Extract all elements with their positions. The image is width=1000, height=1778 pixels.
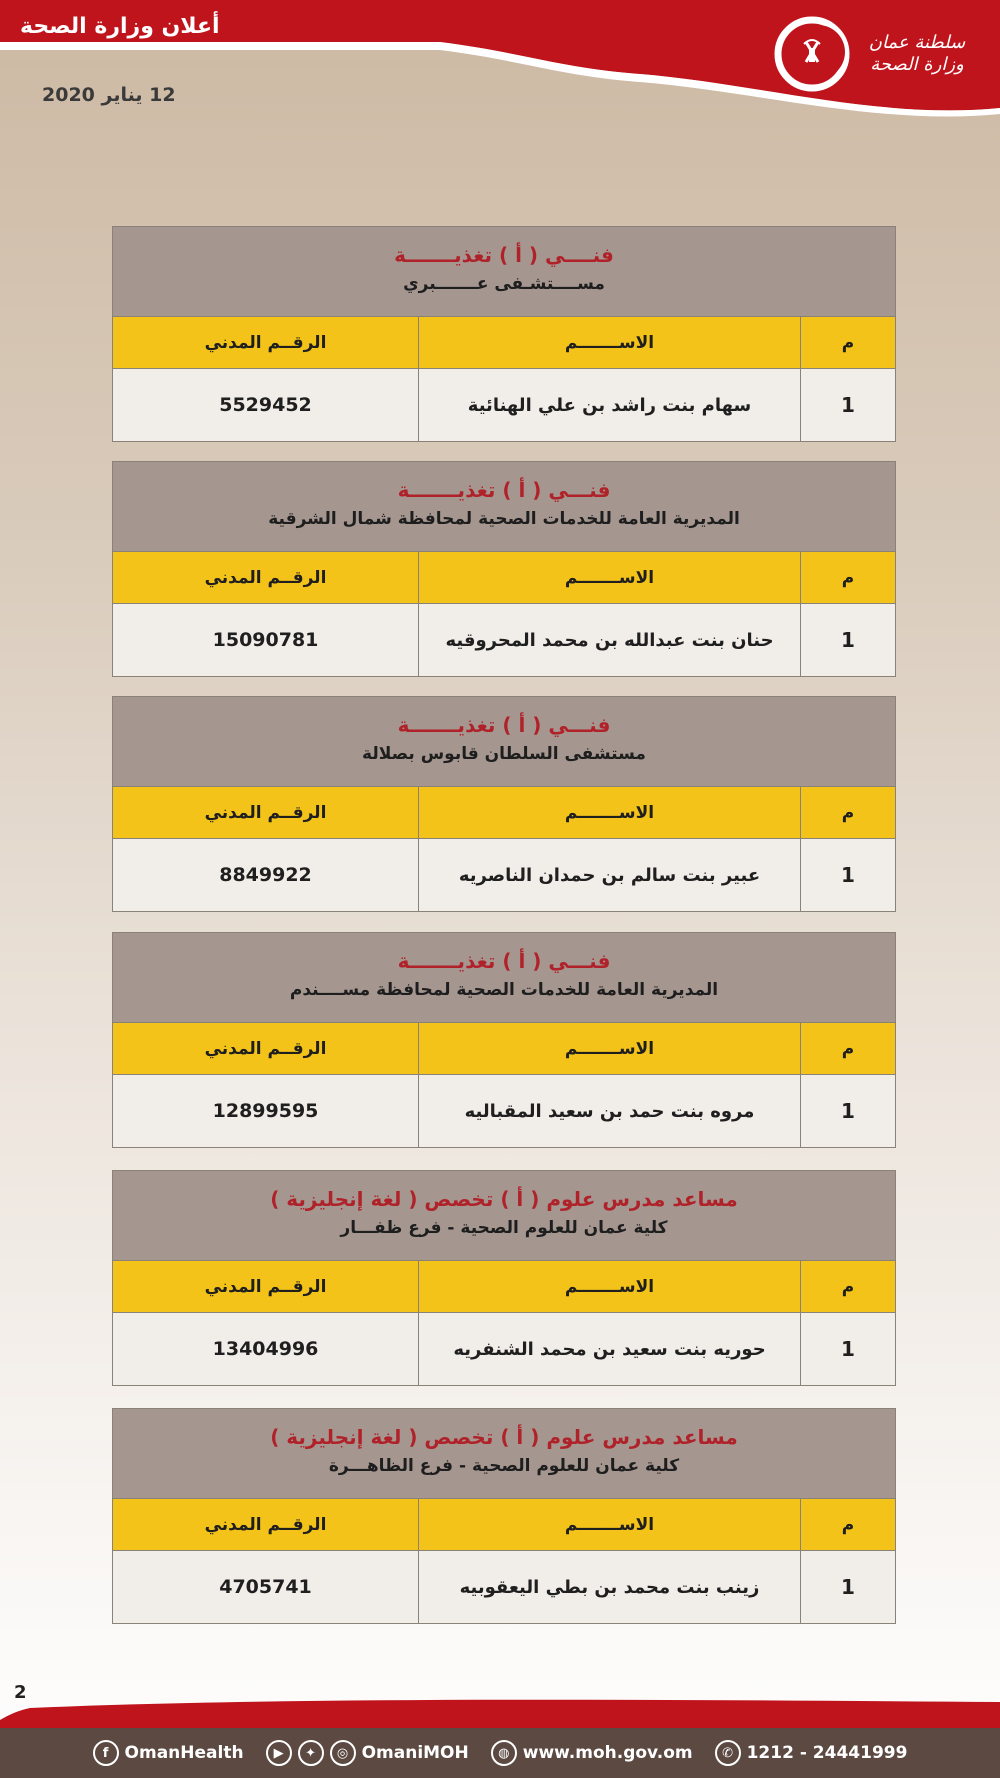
column-civil-id: الرقــم المدني — [113, 1499, 419, 1550]
row-index: 1 — [841, 1099, 855, 1123]
row-index: 1 — [841, 1575, 855, 1599]
job-title: فنــــي ( أ ) تغذيـــــــة — [394, 243, 614, 267]
logo-text-line2: وزارة الصحة — [870, 54, 964, 75]
phone-number: 1212 - 24441999 — [746, 1743, 908, 1763]
workplace: كلية عمان للعلوم الصحية - فرع ظفـــار — [340, 1218, 668, 1238]
facebook-link[interactable] — [93, 1740, 244, 1766]
logo-text-line1: سلطنة عمان — [868, 32, 966, 53]
vacancy-block — [112, 696, 896, 912]
block-header — [113, 1171, 895, 1261]
row-index: 1 — [841, 628, 855, 652]
column-header-row — [113, 552, 895, 604]
page-footer — [0, 1694, 1000, 1778]
table-row — [113, 1551, 895, 1623]
oman-emblem-icon — [772, 14, 852, 94]
row-civil-id: 15090781 — [113, 604, 419, 676]
row-index: 1 — [841, 393, 855, 417]
column-civil-id: الرقــم المدني — [113, 1261, 419, 1312]
column-name: الاســـــــم — [419, 1261, 801, 1312]
column-name: الاســـــــم — [419, 317, 801, 368]
ministry-logo — [772, 14, 982, 94]
table-row — [113, 839, 895, 911]
social-handle: OmaniMOH — [361, 1743, 469, 1763]
logo-text — [852, 32, 982, 76]
row-name: حنان بنت عبدالله بن محمد المحروقيه — [419, 604, 801, 676]
job-title: فنـــي ( أ ) تغذيـــــــة — [397, 478, 611, 502]
column-civil-id: الرقــم المدني — [113, 552, 419, 603]
phone-icon: ✆ — [715, 1740, 741, 1766]
column-name: الاســـــــم — [419, 787, 801, 838]
table-row — [113, 1313, 895, 1385]
workplace: المديرية العامة للخدمات الصحية لمحافظة شمال الشرقية — [268, 509, 740, 529]
facebook-handle: OmanHealth — [124, 1743, 244, 1763]
block-header — [113, 462, 895, 552]
row-name: عبير بنت سالم بن حمدان الناصريه — [419, 839, 801, 911]
workplace: كلية عمان للعلوم الصحية - فرع الظاهـــرة — [328, 1456, 680, 1476]
column-index: م — [841, 1276, 855, 1297]
block-header — [113, 697, 895, 787]
column-index: م — [841, 802, 855, 823]
instagram-icon: ◎ — [330, 1740, 356, 1766]
block-header — [113, 227, 895, 317]
column-header-row — [113, 1261, 895, 1313]
block-header — [113, 1409, 895, 1499]
row-index: 1 — [841, 1337, 855, 1361]
job-title: فنـــي ( أ ) تغذيـــــــة — [397, 949, 611, 973]
column-header-row — [113, 1023, 895, 1075]
job-title: مساعد مدرس علوم ( أ ) تخصص ( لغة إنجليزية ) — [270, 1187, 738, 1211]
column-index: م — [841, 1514, 855, 1535]
website-link[interactable] — [491, 1740, 693, 1766]
phone-link[interactable] — [715, 1740, 908, 1766]
twitter-icon: ✦ — [298, 1740, 324, 1766]
social-links[interactable] — [266, 1740, 469, 1766]
vacancy-block — [112, 932, 896, 1148]
announcement-title: أعلان وزارة الصحة — [20, 14, 220, 39]
column-name: الاســـــــم — [419, 1499, 801, 1550]
youtube-icon: ▶ — [266, 1740, 292, 1766]
column-header-row — [113, 1499, 895, 1551]
row-civil-id: 4705741 — [113, 1551, 419, 1623]
vacancy-block — [112, 1170, 896, 1386]
column-index: م — [841, 1038, 855, 1059]
column-civil-id: الرقــم المدني — [113, 317, 419, 368]
table-row — [113, 369, 895, 441]
row-name: مروه بنت حمد بن سعيد المقباليه — [419, 1075, 801, 1147]
vacancy-block — [112, 1408, 896, 1624]
column-index: م — [841, 332, 855, 353]
column-name: الاســـــــم — [419, 1023, 801, 1074]
table-row — [113, 1075, 895, 1147]
globe-icon: ◍ — [491, 1740, 517, 1766]
contact-bar — [0, 1728, 1000, 1778]
row-name: زينب بنت محمد بن بطي اليعقوبيه — [419, 1551, 801, 1623]
job-title: فنـــي ( أ ) تغذيـــــــة — [397, 713, 611, 737]
column-civil-id: الرقــم المدني — [113, 787, 419, 838]
announcement-date: 12 يناير 2020 — [42, 84, 176, 106]
workplace: مستشفى السلطان قابوس بصلالة — [362, 744, 646, 764]
workplace: مســــتشـفى عـــــــبري — [403, 274, 605, 294]
row-name: حوريه بنت سعيد بن محمد الشنفريه — [419, 1313, 801, 1385]
page-header — [0, 0, 1000, 120]
column-header-row — [113, 787, 895, 839]
column-header-row — [113, 317, 895, 369]
page-number: 2 — [14, 1682, 27, 1703]
job-title: مساعد مدرس علوم ( أ ) تخصص ( لغة إنجليزية ) — [270, 1425, 738, 1449]
column-name: الاســـــــم — [419, 552, 801, 603]
row-civil-id: 5529452 — [113, 369, 419, 441]
block-header — [113, 933, 895, 1023]
table-row — [113, 604, 895, 676]
row-index: 1 — [841, 863, 855, 887]
row-civil-id: 13404996 — [113, 1313, 419, 1385]
website-url: www.moh.gov.om — [522, 1743, 693, 1763]
facebook-icon: f — [93, 1740, 119, 1766]
column-civil-id: الرقــم المدني — [113, 1023, 419, 1074]
column-index: م — [841, 567, 855, 588]
vacancy-block — [112, 461, 896, 677]
vacancy-block — [112, 226, 896, 442]
row-civil-id: 12899595 — [113, 1075, 419, 1147]
workplace: المديرية العامة للخدمات الصحية لمحافظة مســــندم — [289, 980, 719, 1000]
row-civil-id: 8849922 — [113, 839, 419, 911]
row-name: سهام بنت راشد بن علي الهنائية — [419, 369, 801, 441]
